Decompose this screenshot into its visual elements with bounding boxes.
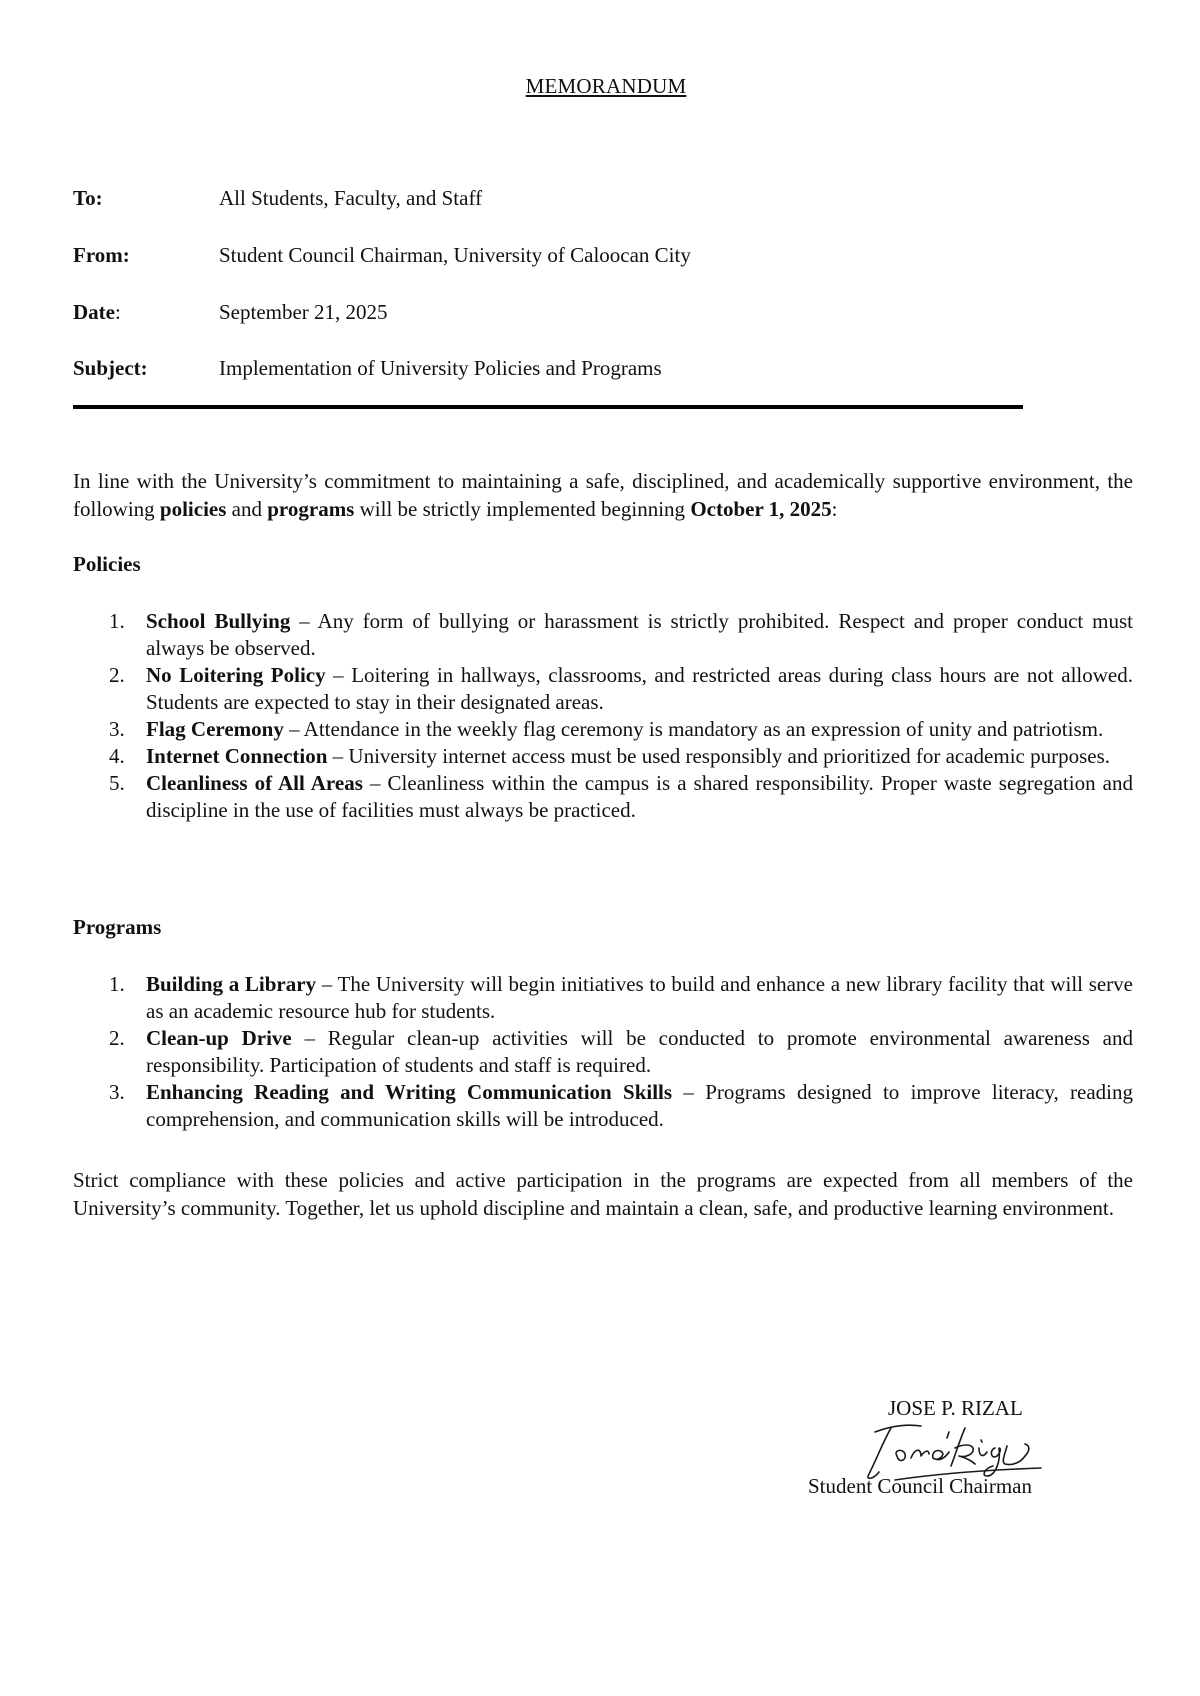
- to-label: To:: [73, 186, 103, 210]
- programs-heading: Programs: [73, 915, 162, 939]
- list-item-description: – Regular clean-up activities will be conducted to promote environmental awareness and responsibility. Participation of students and staff is required.: [146, 1026, 1134, 1077]
- list-item-number: 2.: [109, 1026, 125, 1050]
- list-item-term: School Bullying: [146, 609, 291, 633]
- date-value: September 21, 2025: [219, 300, 388, 324]
- intro-paragraph: [73, 467, 1133, 523]
- intro-bold-policies: policies: [159, 497, 227, 521]
- list-item-description: – Attendance in the weekly flag ceremony is mandatory as an expression of unity and patriotism.: [283, 717, 1104, 741]
- intro-text-3: will be strictly implemented beginning: [354, 497, 691, 521]
- policies-heading: Policies: [73, 552, 141, 576]
- list-item-description: – Loitering in hallways, classrooms, and restricted areas during class hours are not allowed. Students are expected to stay in their designated areas.: [146, 663, 1134, 714]
- list-item: [73, 662, 1133, 716]
- subject-label: Subject:: [73, 356, 148, 380]
- header-to-row: [73, 186, 482, 211]
- list-item-number: 2.: [109, 663, 125, 687]
- date-label: Date: [73, 300, 115, 324]
- signatory-name: JOSE P. RIZAL: [888, 1396, 1023, 1420]
- list-item: [73, 770, 1133, 824]
- from-label: From:: [73, 243, 130, 267]
- list-item-term: Cleanliness of All Areas: [146, 771, 363, 795]
- list-item: [73, 716, 1133, 743]
- subject-value: Implementation of University Policies and Programs: [219, 356, 662, 380]
- header-divider: [73, 405, 1023, 409]
- intro-text-4: :: [831, 497, 838, 521]
- memo-title: MEMORANDUM: [525, 74, 687, 98]
- list-item: [73, 971, 1133, 1025]
- list-item: [73, 743, 1133, 770]
- header-subject-row: [73, 356, 662, 381]
- list-item-term: Flag Ceremony: [146, 717, 284, 741]
- list-item-description: – The University will begin initiatives to build and enhance a new library facility that will serve as an academic resource hub for students.: [146, 972, 1133, 1023]
- list-item-term: Clean-up Drive: [146, 1026, 292, 1050]
- from-value: Student Council Chairman, University of Caloocan City: [219, 243, 691, 267]
- intro-text-2: and: [226, 497, 268, 521]
- header-from-row: [73, 243, 691, 268]
- list-item-description: – Cleanliness within the campus is a shared responsibility. Proper waste segregation and discipline in the use of facilities must always be practiced.: [146, 771, 1134, 822]
- signatory-title: Student Council Chairman: [808, 1474, 1032, 1498]
- list-item-term: Building a Library: [146, 972, 317, 996]
- list-item-number: 3.: [109, 1080, 125, 1104]
- list-item-number: 1.: [109, 609, 125, 633]
- list-item-number: 5.: [109, 771, 125, 795]
- intro-text-1: In line with the University’s commitment to maintaining a safe, disciplined, and academically supportive environment, the following: [73, 469, 1133, 521]
- list-item-description: – University internet access must be used responsibly and prioritized for academic purposes.: [327, 744, 1111, 768]
- list-item-term: Enhancing Reading and Writing Communication Skills: [146, 1080, 673, 1104]
- list-item-number: 3.: [109, 717, 125, 741]
- list-item-term: Internet Connection: [146, 744, 328, 768]
- list-item-number: 4.: [109, 744, 125, 768]
- policies-list: [73, 608, 1133, 824]
- header-date-row: [73, 300, 388, 325]
- list-item-description: – Programs designed to improve literacy, reading comprehension, and communication skills will be introduced.: [146, 1080, 1134, 1131]
- intro-bold-programs: programs: [267, 497, 355, 521]
- to-value: All Students, Faculty, and Staff: [219, 186, 483, 210]
- list-item: [73, 608, 1133, 662]
- closing-paragraph: Strict compliance with these policies and active participation in the programs are expected from all members of the University’s community. Together, let us uphold discipline and maintain a clean, safe, and productive learning environment.: [73, 1168, 1133, 1220]
- list-item-term: No Loitering Policy: [146, 663, 326, 687]
- list-item-number: 1.: [109, 972, 125, 996]
- intro-bold-date: October 1, 2025: [690, 497, 832, 521]
- date-label-group: [73, 300, 219, 325]
- programs-list: [73, 971, 1133, 1133]
- list-item: [73, 1025, 1133, 1079]
- list-item: [73, 1079, 1133, 1133]
- list-item-description: – Any form of bullying or harassment is strictly prohibited. Respect and proper conduct must always be observed.: [146, 609, 1133, 660]
- date-colon: :: [114, 300, 121, 324]
